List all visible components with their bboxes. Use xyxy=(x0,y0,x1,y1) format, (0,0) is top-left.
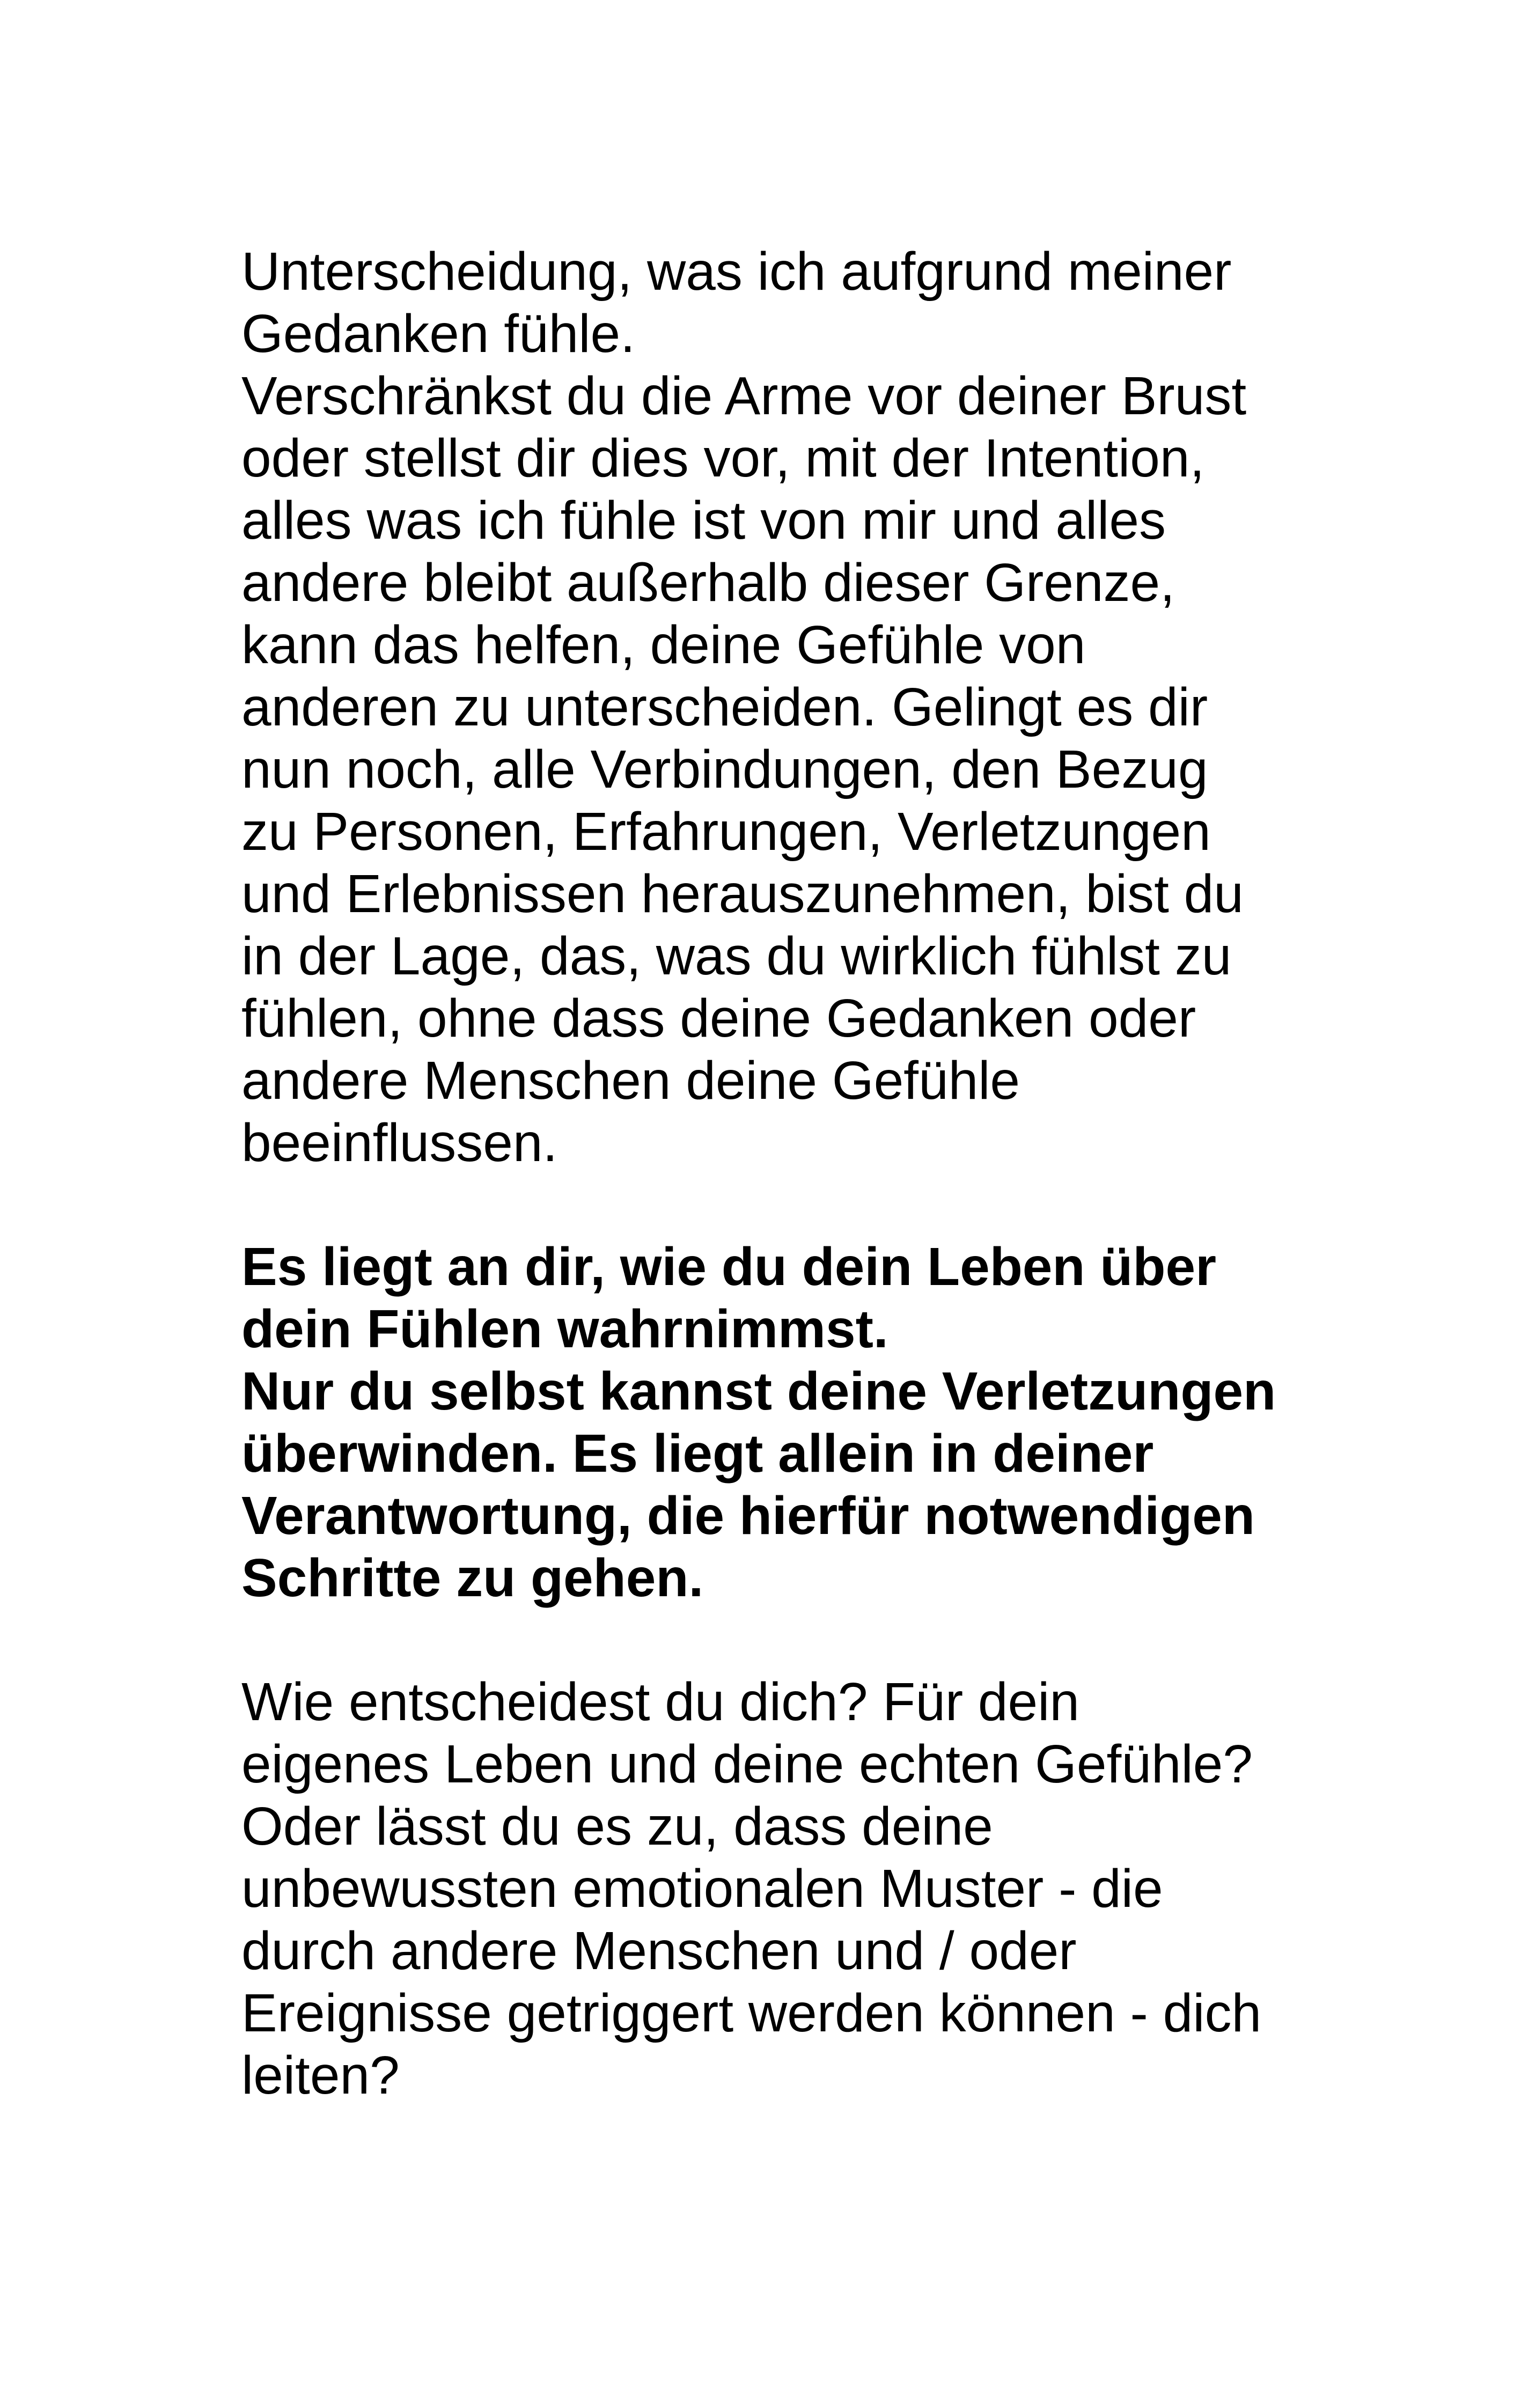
text-line: Ereignisse getriggert werden können - dich xyxy=(241,1983,1262,2043)
text-line: überwinden. Es liegt allein in deiner xyxy=(241,1423,1154,1484)
text-line: Gedanken fühle. xyxy=(241,304,635,364)
text-line: oder stellst dir dies vor, mit der Intention, xyxy=(241,428,1205,488)
text-line: kann das helfen, deine Gefühle von xyxy=(241,615,1086,675)
text-line: beeinflussen. xyxy=(241,1113,558,1173)
text-line: und Erlebnissen herauszunehmen, bist du xyxy=(241,864,1244,924)
text-line: andere Menschen deine Gefühle xyxy=(241,1051,1020,1111)
text-line: nun noch, alle Verbindungen, den Bezug xyxy=(241,739,1208,799)
paragraph-1 xyxy=(241,240,1314,1174)
text-line: durch andere Menschen und / oder xyxy=(241,1921,1077,1981)
text-line: leiten? xyxy=(241,2045,400,2105)
paragraph-2-bold xyxy=(241,1236,1314,1609)
text-line: Wie entscheidest du dich? Für dein xyxy=(241,1672,1079,1732)
text-line: Oder lässt du es zu, dass deine xyxy=(241,1796,993,1856)
text-line: Nur du selbst kannst deine Verletzungen xyxy=(241,1361,1276,1421)
text-line: fühlen, ohne dass deine Gedanken oder xyxy=(241,988,1196,1048)
text-line: zu Personen, Erfahrungen, Verletzungen xyxy=(241,802,1211,862)
text-line: Verantwortung, die hierfür notwendigen xyxy=(241,1486,1255,1546)
text-line: anderen zu unterscheiden. Gelingt es dir xyxy=(241,677,1208,737)
text-line: dein Fühlen wahrnimmst. xyxy=(241,1299,888,1359)
text-line: unbewussten emotionalen Muster - die xyxy=(241,1859,1163,1919)
text-line: in der Lage, das, was du wirklich fühlst zu xyxy=(241,926,1232,986)
text-line: Verschränkst du die Arme vor deiner Brust xyxy=(241,366,1247,426)
text-line: alles was ich fühle ist von mir und alles xyxy=(241,490,1166,550)
text-line: andere bleibt außerhalb dieser Grenze, xyxy=(241,553,1175,613)
text-line: Schritte zu gehen. xyxy=(241,1548,704,1608)
text-line: Unterscheidung, was ich aufgrund meiner xyxy=(241,241,1232,302)
text-line: eigenes Leben und deine echten Gefühle? xyxy=(241,1734,1253,1794)
paragraph-3 xyxy=(241,1671,1314,2106)
text-line: Es liegt an dir, wie du dein Leben über xyxy=(241,1237,1216,1297)
